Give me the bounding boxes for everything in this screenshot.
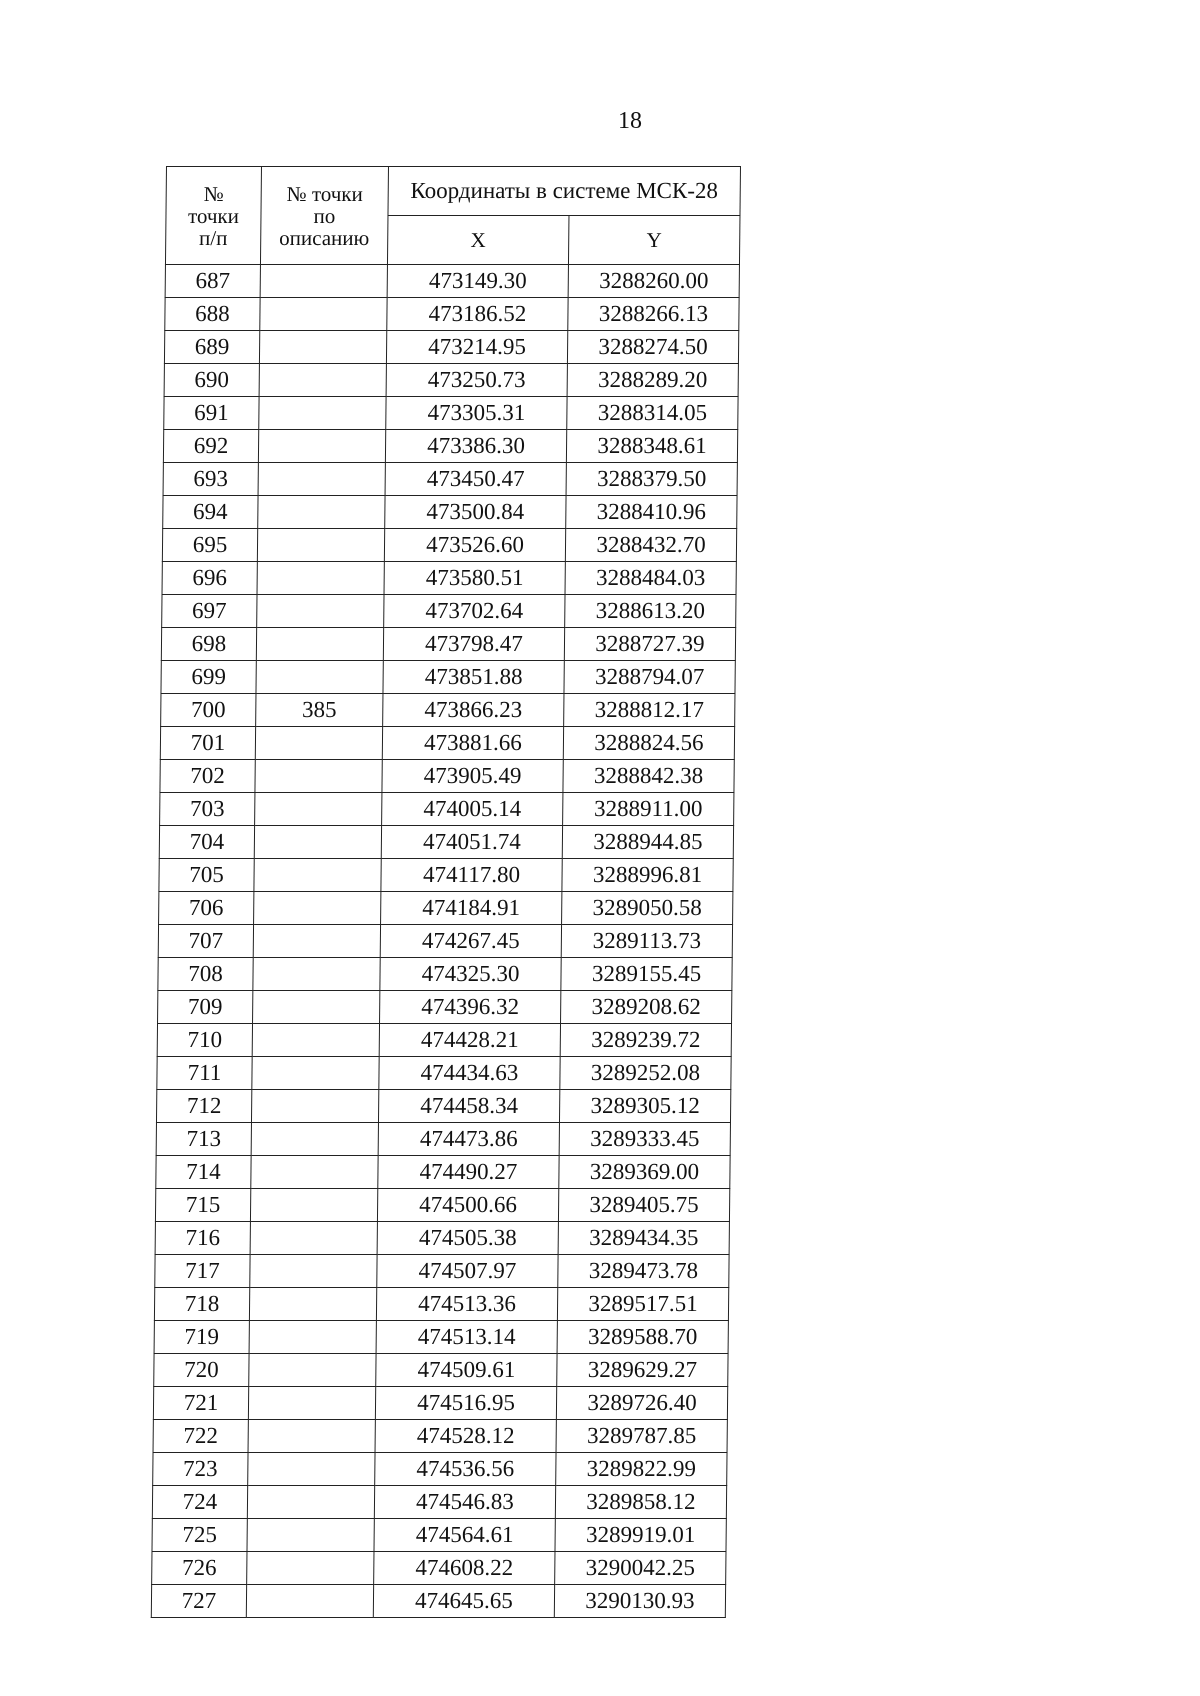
table-row <box>153 1420 727 1453</box>
cell-x: 474490.27 <box>378 1156 559 1189</box>
cell-point-number: 687 <box>165 265 260 298</box>
table-row <box>160 760 734 793</box>
table-row <box>162 562 736 595</box>
cell-x: 474473.86 <box>378 1123 559 1156</box>
cell-description-number <box>249 1321 376 1354</box>
cell-point-number: 691 <box>164 397 259 430</box>
table-row <box>158 925 732 958</box>
cell-x: 474513.36 <box>376 1288 557 1321</box>
table-row <box>154 1321 728 1354</box>
cell-point-number: 696 <box>162 562 257 595</box>
cell-x: 474458.34 <box>378 1090 559 1123</box>
table-row <box>164 364 738 397</box>
cell-x: 474434.63 <box>379 1057 560 1090</box>
cell-x: 473186.52 <box>387 298 568 331</box>
cell-description-number <box>260 265 387 298</box>
cell-y: 3288314.05 <box>567 397 738 430</box>
cell-y: 3289588.70 <box>557 1321 728 1354</box>
cell-y: 3288842.38 <box>563 760 734 793</box>
cell-x: 473851.88 <box>383 661 564 694</box>
cell-description-number <box>257 562 384 595</box>
cell-x: 474516.95 <box>375 1387 556 1420</box>
cell-x: 474184.91 <box>381 892 562 925</box>
cell-point-number: 717 <box>155 1255 250 1288</box>
page-number: 18 <box>618 108 642 134</box>
table-row <box>158 958 732 991</box>
cell-description-number <box>253 925 380 958</box>
cell-point-number: 703 <box>160 793 255 826</box>
table-row <box>153 1387 727 1420</box>
table-row <box>155 1255 729 1288</box>
cell-x: 473905.49 <box>382 760 563 793</box>
cell-y: 3290042.25 <box>555 1552 726 1585</box>
cell-y: 3288613.20 <box>565 595 736 628</box>
cell-y: 3288911.00 <box>563 793 734 826</box>
cell-x: 474564.61 <box>374 1519 555 1552</box>
cell-point-number: 727 <box>151 1585 246 1618</box>
cell-y: 3289333.45 <box>559 1123 730 1156</box>
cell-point-number: 697 <box>162 595 257 628</box>
table-row <box>161 694 735 727</box>
cell-description-number <box>250 1222 377 1255</box>
table-row <box>160 793 734 826</box>
table-row <box>163 430 737 463</box>
cell-x: 473386.30 <box>385 430 566 463</box>
table-row <box>161 628 735 661</box>
table-row <box>159 826 733 859</box>
cell-description-number <box>258 430 385 463</box>
table-header-row <box>166 167 741 216</box>
cell-point-number: 711 <box>157 1057 252 1090</box>
cell-y: 3288266.13 <box>568 298 739 331</box>
cell-y: 3289434.35 <box>558 1222 729 1255</box>
cell-y: 3288379.50 <box>566 463 737 496</box>
cell-point-number: 692 <box>163 430 258 463</box>
cell-description-number <box>259 397 386 430</box>
cell-x: 474051.74 <box>381 826 562 859</box>
table-row <box>156 1123 730 1156</box>
cell-description-number <box>260 298 387 331</box>
cell-point-number: 723 <box>153 1453 248 1486</box>
cell-x: 474500.66 <box>377 1189 558 1222</box>
cell-point-number: 698 <box>161 628 256 661</box>
cell-y: 3289822.99 <box>556 1453 727 1486</box>
cell-point-number: 708 <box>158 958 253 991</box>
cell-description-number <box>258 496 385 529</box>
cell-y: 3289473.78 <box>558 1255 729 1288</box>
cell-point-number: 688 <box>165 298 260 331</box>
cell-point-number: 700 <box>161 694 256 727</box>
cell-x: 473881.66 <box>382 727 563 760</box>
cell-description-number <box>248 1420 375 1453</box>
cell-y: 3288274.50 <box>567 331 738 364</box>
cell-y: 3290130.93 <box>554 1585 725 1618</box>
cell-description-number <box>253 991 380 1024</box>
cell-y: 3289369.00 <box>559 1156 730 1189</box>
cell-description-number <box>256 628 383 661</box>
table-row <box>157 1057 731 1090</box>
cell-description-number <box>249 1354 376 1387</box>
table-row <box>156 1156 730 1189</box>
cell-y: 3289405.75 <box>558 1189 729 1222</box>
cell-y: 3289629.27 <box>557 1354 728 1387</box>
cell-point-number: 699 <box>161 661 256 694</box>
cell-x: 474005.14 <box>382 793 563 826</box>
cell-y: 3289239.72 <box>560 1024 731 1057</box>
cell-description-number: 385 <box>256 694 383 727</box>
cell-description-number <box>247 1519 374 1552</box>
header-coordinates: Координаты в системе МСК-28 <box>388 167 741 216</box>
cell-y: 3288410.96 <box>566 496 737 529</box>
cell-description-number <box>250 1189 377 1222</box>
cell-y: 3289155.45 <box>561 958 732 991</box>
table-row <box>161 661 735 694</box>
cell-description-number <box>248 1387 375 1420</box>
cell-y: 3288794.07 <box>564 661 735 694</box>
cell-x: 474509.61 <box>376 1354 557 1387</box>
cell-description-number <box>252 1057 379 1090</box>
cell-description-number <box>247 1552 374 1585</box>
cell-y: 3289726.40 <box>556 1387 727 1420</box>
cell-point-number: 704 <box>159 826 254 859</box>
table-row <box>152 1486 726 1519</box>
cell-point-number: 722 <box>153 1420 248 1453</box>
header-description-number <box>260 167 388 265</box>
cell-y: 3288260.00 <box>568 265 739 298</box>
cell-y: 3289787.85 <box>556 1420 727 1453</box>
cell-x: 474117.80 <box>381 859 562 892</box>
cell-x: 473500.84 <box>385 496 566 529</box>
table-row <box>163 496 737 529</box>
cell-point-number: 715 <box>155 1189 250 1222</box>
table-row <box>162 529 736 562</box>
table-row <box>163 463 737 496</box>
cell-x: 474325.30 <box>380 958 561 991</box>
cell-x: 474608.22 <box>374 1552 555 1585</box>
cell-y: 3289517.51 <box>557 1288 728 1321</box>
cell-x: 473149.30 <box>387 265 568 298</box>
coordinates-table <box>151 166 741 1618</box>
cell-point-number: 694 <box>163 496 258 529</box>
cell-y: 3288348.61 <box>566 430 737 463</box>
table-row <box>154 1354 728 1387</box>
table-row <box>156 1090 730 1123</box>
cell-point-number: 720 <box>154 1354 249 1387</box>
cell-description-number <box>246 1585 373 1618</box>
cell-point-number: 695 <box>162 529 257 562</box>
cell-x: 474528.12 <box>375 1420 556 1453</box>
cell-y: 3288824.56 <box>563 727 734 760</box>
cell-point-number: 710 <box>157 1024 252 1057</box>
cell-y: 3289252.08 <box>560 1057 731 1090</box>
table-row <box>152 1519 726 1552</box>
table-row <box>151 1585 725 1618</box>
cell-description-number <box>249 1288 376 1321</box>
cell-description-number <box>258 463 385 496</box>
cell-description-number <box>251 1090 378 1123</box>
table-row <box>159 892 733 925</box>
cell-x: 474546.83 <box>374 1486 555 1519</box>
cell-y: 3289919.01 <box>555 1519 726 1552</box>
cell-y: 3288484.03 <box>565 562 736 595</box>
table-row <box>164 331 738 364</box>
cell-x: 473866.23 <box>383 694 564 727</box>
table-row <box>155 1222 729 1255</box>
table-row <box>162 595 736 628</box>
cell-description-number <box>257 529 384 562</box>
cell-description-number <box>247 1486 374 1519</box>
cell-x: 473526.60 <box>384 529 565 562</box>
cell-y: 3288996.81 <box>562 859 733 892</box>
cell-description-number <box>259 331 386 364</box>
cell-point-number: 721 <box>153 1387 248 1420</box>
cell-x: 473250.73 <box>386 364 567 397</box>
cell-point-number: 689 <box>164 331 259 364</box>
cell-x: 473702.64 <box>384 595 565 628</box>
table-row <box>154 1288 728 1321</box>
cell-x: 474536.56 <box>375 1453 556 1486</box>
cell-point-number: 706 <box>159 892 254 925</box>
cell-y: 3289305.12 <box>559 1090 730 1123</box>
cell-description-number <box>255 727 382 760</box>
cell-point-number: 712 <box>156 1090 251 1123</box>
cell-point-number: 719 <box>154 1321 249 1354</box>
cell-y: 3288289.20 <box>567 364 738 397</box>
cell-point-number: 725 <box>152 1519 247 1552</box>
table-row <box>165 265 739 298</box>
cell-description-number <box>253 958 380 991</box>
header-x: X <box>387 216 569 265</box>
cell-x: 473214.95 <box>386 331 567 364</box>
cell-point-number: 714 <box>156 1156 251 1189</box>
header-y: Y <box>568 216 740 265</box>
cell-x: 474396.32 <box>380 991 561 1024</box>
cell-point-number: 713 <box>156 1123 251 1156</box>
header-point-number <box>165 167 261 265</box>
cell-x: 474267.45 <box>380 925 561 958</box>
header-description-number-label: № точки по описанию <box>279 181 370 250</box>
table-row <box>155 1189 729 1222</box>
cell-description-number <box>248 1453 375 1486</box>
cell-y: 3288812.17 <box>564 694 735 727</box>
cell-point-number: 705 <box>159 859 254 892</box>
cell-point-number: 726 <box>152 1552 247 1585</box>
cell-y: 3289858.12 <box>555 1486 726 1519</box>
cell-point-number: 702 <box>160 760 255 793</box>
cell-description-number <box>254 826 381 859</box>
table-row <box>164 397 738 430</box>
cell-y: 3288432.70 <box>565 529 736 562</box>
cell-description-number <box>256 661 383 694</box>
cell-description-number <box>250 1255 377 1288</box>
cell-x: 473450.47 <box>385 463 566 496</box>
cell-point-number: 701 <box>160 727 255 760</box>
cell-description-number <box>255 760 382 793</box>
table-row <box>157 1024 731 1057</box>
table-row <box>159 859 733 892</box>
cell-point-number: 718 <box>154 1288 249 1321</box>
table-row <box>158 991 732 1024</box>
table-row <box>165 298 739 331</box>
cell-description-number <box>254 892 381 925</box>
cell-description-number <box>255 793 382 826</box>
cell-description-number <box>251 1123 378 1156</box>
cell-point-number: 707 <box>158 925 253 958</box>
cell-point-number: 693 <box>163 463 258 496</box>
cell-x: 473305.31 <box>386 397 567 430</box>
cell-y: 3289208.62 <box>561 991 732 1024</box>
cell-x: 474505.38 <box>377 1222 558 1255</box>
cell-x: 473580.51 <box>384 562 565 595</box>
table-row <box>153 1453 727 1486</box>
cell-description-number <box>251 1156 378 1189</box>
table-row <box>160 727 734 760</box>
cell-y: 3289050.58 <box>562 892 733 925</box>
cell-description-number <box>259 364 386 397</box>
table-body <box>151 265 739 1618</box>
cell-point-number: 716 <box>155 1222 250 1255</box>
cell-y: 3288727.39 <box>564 628 735 661</box>
cell-x: 474428.21 <box>379 1024 560 1057</box>
cell-point-number: 709 <box>158 991 253 1024</box>
header-point-number-label: № точки п/п <box>187 181 240 250</box>
cell-x: 474513.14 <box>376 1321 557 1354</box>
cell-point-number: 690 <box>164 364 259 397</box>
cell-description-number <box>257 595 384 628</box>
cell-description-number <box>252 1024 379 1057</box>
cell-description-number <box>254 859 381 892</box>
cell-y: 3289113.73 <box>561 925 732 958</box>
table-row <box>152 1552 726 1585</box>
cell-y: 3288944.85 <box>562 826 733 859</box>
cell-point-number: 724 <box>152 1486 247 1519</box>
cell-x: 474645.65 <box>373 1585 554 1618</box>
cell-x: 474507.97 <box>377 1255 558 1288</box>
cell-x: 473798.47 <box>383 628 564 661</box>
